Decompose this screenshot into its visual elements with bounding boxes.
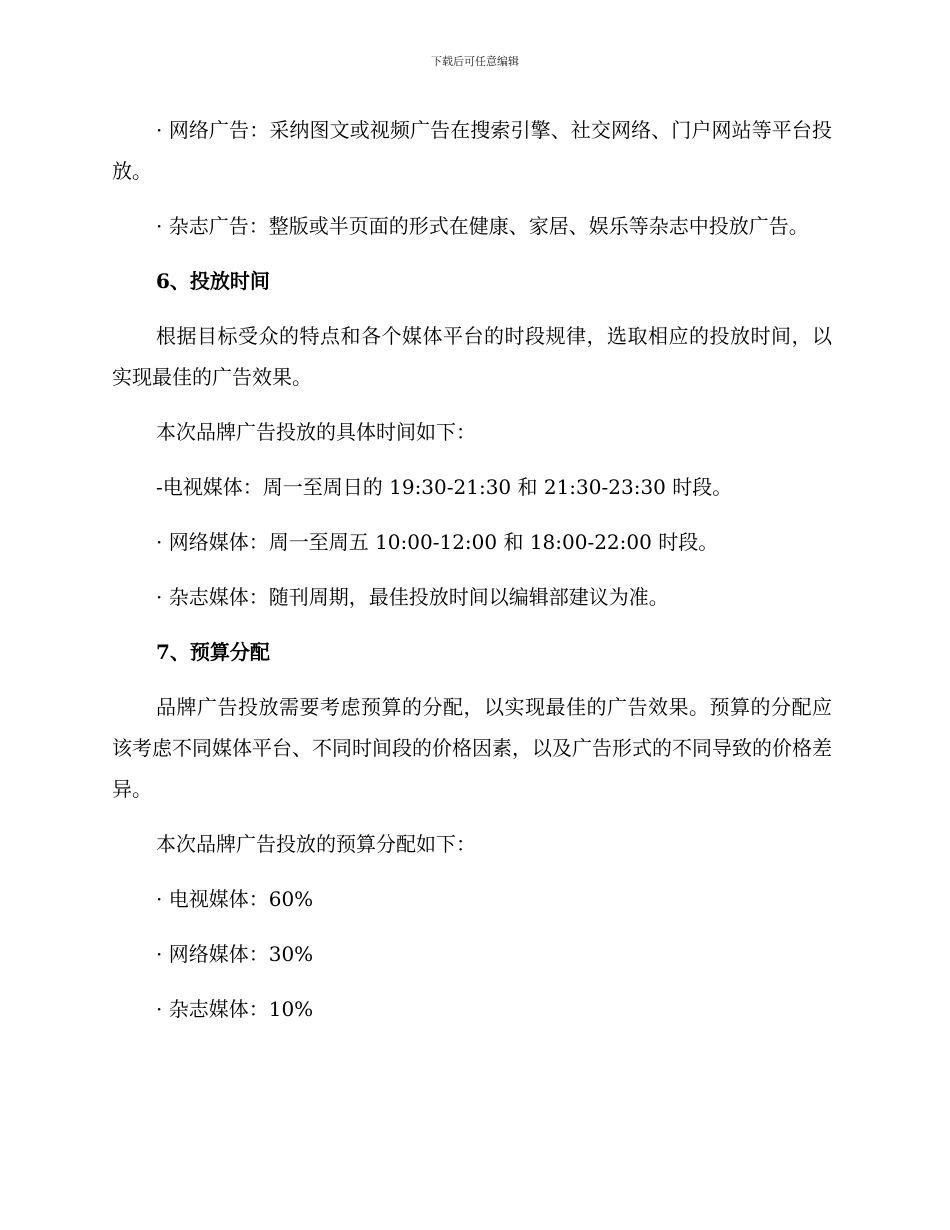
- document-body: [112, 110, 832, 1044]
- paragraph-schedule-list-intro: 本次品牌广告投放的具体时间如下：: [156, 420, 476, 444]
- page-header: 下载后可任意编辑: [431, 55, 519, 68]
- bullet-magazine-ads: · 杂志广告：整版或半页面的形式在健康、家居、娱乐等杂志中投放广告。: [156, 214, 809, 238]
- bullet-online-ads: · 网络广告：采纳图文或视频广告在搜索引擎、社交网络、门户网站等平台投放。: [112, 118, 832, 183]
- budget-online-media: · 网络媒体：30%: [156, 942, 314, 966]
- schedule-magazine-media: · 杂志媒体：随刊周期，最佳投放时间以编辑部建议为准。: [156, 585, 669, 609]
- schedule-online-media: · 网络媒体：周一至周五 10:00-12:00 和 18:00-22:00 时段。: [156, 530, 719, 554]
- schedule-tv-media: -电视媒体：周一至周日的 19:30-21:30 和 21:30-23:30 时段。: [156, 475, 733, 499]
- budget-magazine-media: · 杂志媒体：10%: [156, 997, 314, 1021]
- paragraph-budget-intro: 品牌广告投放需要考虑预算的分配，以实现最佳的广告效果。预算的分配应该考虑不同媒体平台、不同时间段的价格因素，以及广告形式的不同导致的价格差异。: [112, 695, 832, 801]
- section-heading-schedule: 6、投放时间: [156, 269, 270, 293]
- budget-tv-media: · 电视媒体：60%: [156, 887, 314, 911]
- paragraph-budget-list-intro: 本次品牌广告投放的预算分配如下：: [156, 832, 476, 856]
- paragraph-schedule-intro: 根据目标受众的特点和各个媒体平台的时段规律，选取相应的投放时间，以实现最佳的广告效果。: [112, 324, 832, 389]
- section-heading-budget: 7、预算分配: [156, 640, 270, 664]
